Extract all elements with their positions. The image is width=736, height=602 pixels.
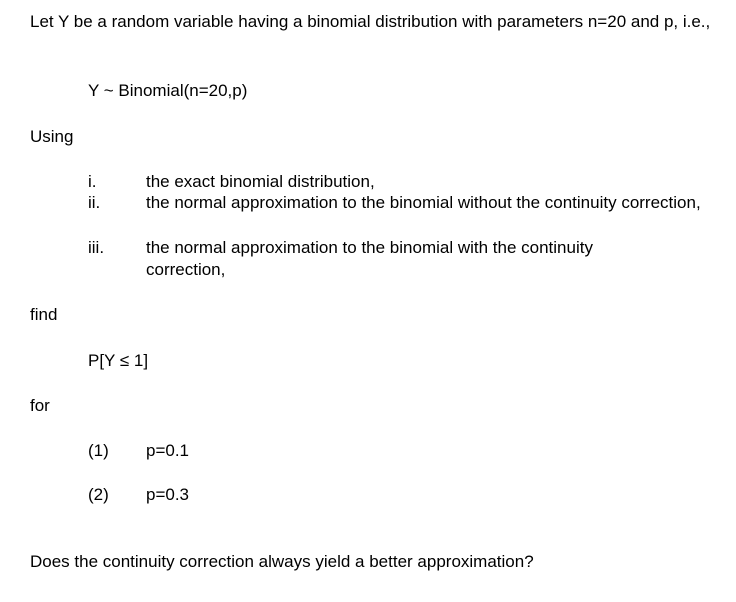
method-text: the exact binomial distribution,: [146, 172, 375, 191]
find-label: find: [30, 305, 58, 324]
intro-text: Let Y be a random variable having a binomial distribution with parameters n=20 and p, i.e.,: [30, 12, 711, 31]
method-number: iii.: [88, 238, 105, 257]
case-value: p=0.3: [146, 485, 190, 504]
case-value: p=0.1: [146, 441, 190, 460]
question-text: Does the continuity correction always yield a better approximation?: [30, 552, 534, 571]
case-number: (1): [88, 441, 109, 460]
using-label: Using: [30, 127, 74, 146]
method-number: ii.: [88, 193, 101, 212]
method-text: the normal approximation to the binomial with the continuity correction,: [146, 238, 593, 279]
probability-expression: P[Y ≤ 1]: [88, 351, 149, 370]
for-label: for: [30, 396, 50, 415]
case-number: (2): [88, 485, 109, 504]
method-text: the normal approximation to the binomial without the continuity correction,: [146, 193, 701, 212]
method-number: i.: [88, 172, 97, 191]
distribution-statement: Y ~ Binomial(n=20,p): [88, 81, 248, 100]
